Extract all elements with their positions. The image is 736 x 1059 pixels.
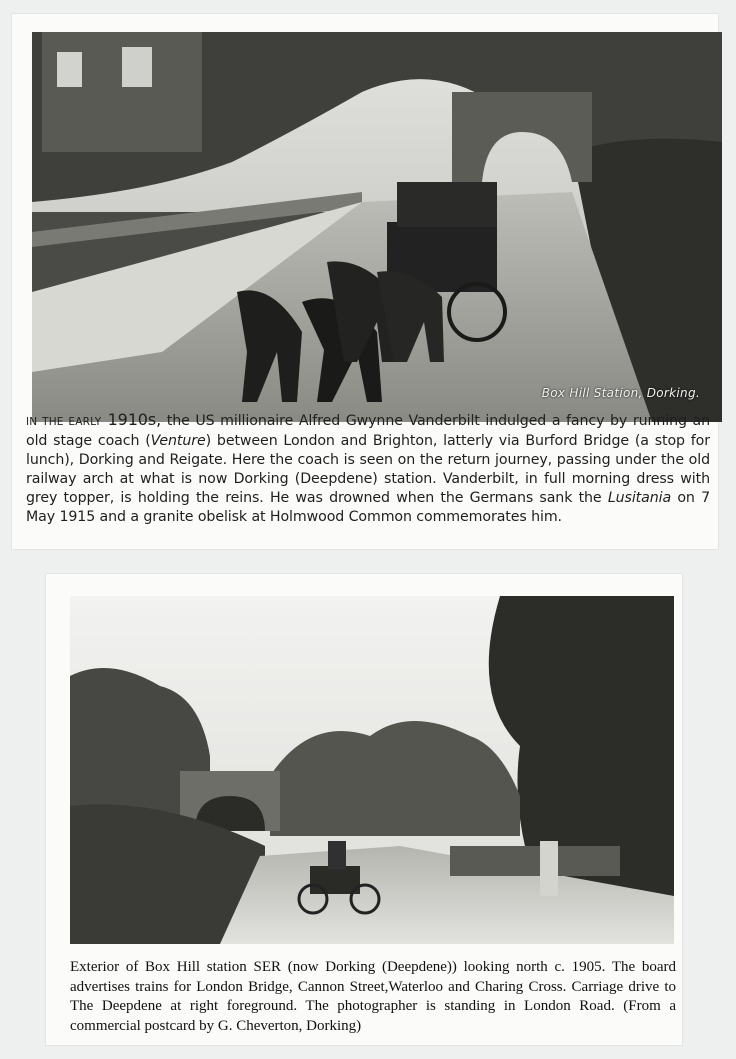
bottom-clipping: [46, 574, 682, 1045]
caption-lead-year: 1910s,: [101, 410, 162, 429]
caption-text-3: on 7 May 1915 and a granite obelisk at Holmwood Common commemorates him.: [26, 490, 711, 525]
photo-overlay-label: Box Hill Station, Dorking.: [541, 386, 700, 400]
station-photo: [70, 596, 674, 944]
caption-lead: IN THE EARLY: [26, 416, 102, 428]
coach-photo-image: [32, 32, 722, 422]
caption-text-1: the US millionaire Alfred Gwynne Vanderbilt indulged a fancy by running an old stage coach (: [26, 413, 711, 449]
caption-italic-venture: Venture: [150, 433, 206, 449]
top-clipping: [12, 14, 718, 549]
coach-photo: [32, 32, 722, 422]
top-caption: [26, 410, 710, 527]
station-photo-image: [70, 596, 674, 944]
caption-italic-lusitania: Lusitania: [607, 490, 672, 506]
caption-text-2: ) between London and Brighton, latterly via Burford Bridge (a stop for lunch), Dorking and Reigate. Here the coach is seen on the return journey, passing under the old railway arch at what is now Dorking (Deepdene) station. Vanderbilt, in full morning dress with grey topper, is holding the reins. He was drowned when the Germans sank the: [26, 433, 710, 506]
bottom-caption: Exterior of Box Hill station SER (now Dorking (Deepdene)) looking north c. 1905. The board advertises trains for London Bridge, Cannon Street,Waterloo and Charing Cross. Carriage drive to The Deepdene at right foreground. The photographer is standing in London Road. (From a commercial postcard by G. Cheverton, Dorking): [70, 959, 676, 1034]
